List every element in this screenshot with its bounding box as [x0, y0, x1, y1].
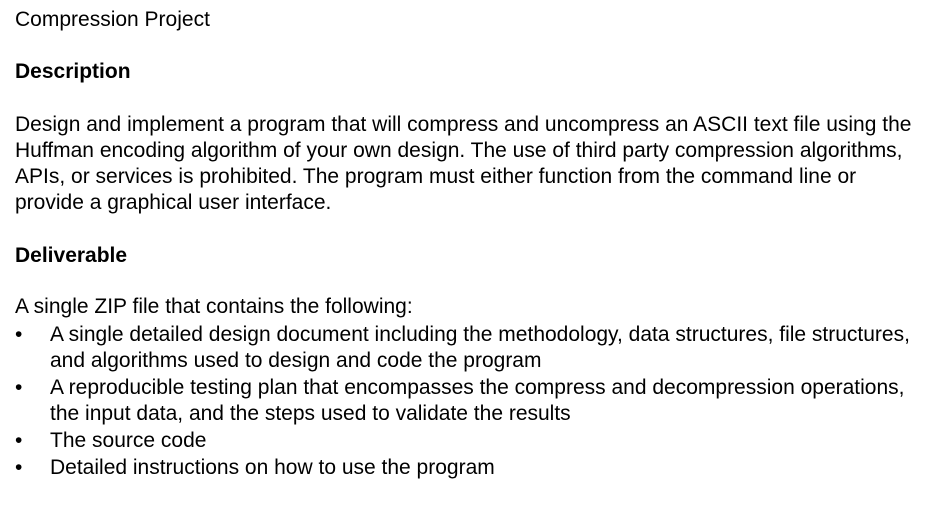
- deliverable-intro: A single ZIP file that contains the following:: [15, 295, 413, 318]
- list-item: [15, 428, 920, 454]
- bullet-icon: •: [15, 376, 23, 399]
- document-title: Compression Project: [15, 8, 210, 31]
- bullet-icon: •: [15, 323, 23, 346]
- description-heading: Description: [15, 60, 131, 83]
- list-item: [15, 455, 920, 481]
- list-item: [15, 375, 920, 427]
- description-paragraph: Design and implement a program that will compress and uncompress an ASCII text file using the Huffman encoding algorithm of your own design. The use of third party compression algorithms, APIs, or services is prohibited. The program must either function from the command line or provide a graphical user interface.: [15, 113, 912, 214]
- list-item-text: A single detailed design document including the methodology, data structures, file structures, and algorithms used to design and code the program: [50, 323, 910, 372]
- list-item-text: Detailed instructions on how to use the program: [50, 456, 495, 479]
- deliverable-list: [15, 322, 920, 482]
- list-item: [15, 322, 920, 374]
- list-item-text: The source code: [50, 429, 207, 452]
- bullet-icon: •: [15, 456, 23, 479]
- deliverable-heading: Deliverable: [15, 244, 128, 267]
- bullet-icon: •: [15, 429, 23, 452]
- list-item-text: A reproducible testing plan that encompasses the compress and decompression operations, the input data, and the steps used to validate the results: [50, 376, 905, 425]
